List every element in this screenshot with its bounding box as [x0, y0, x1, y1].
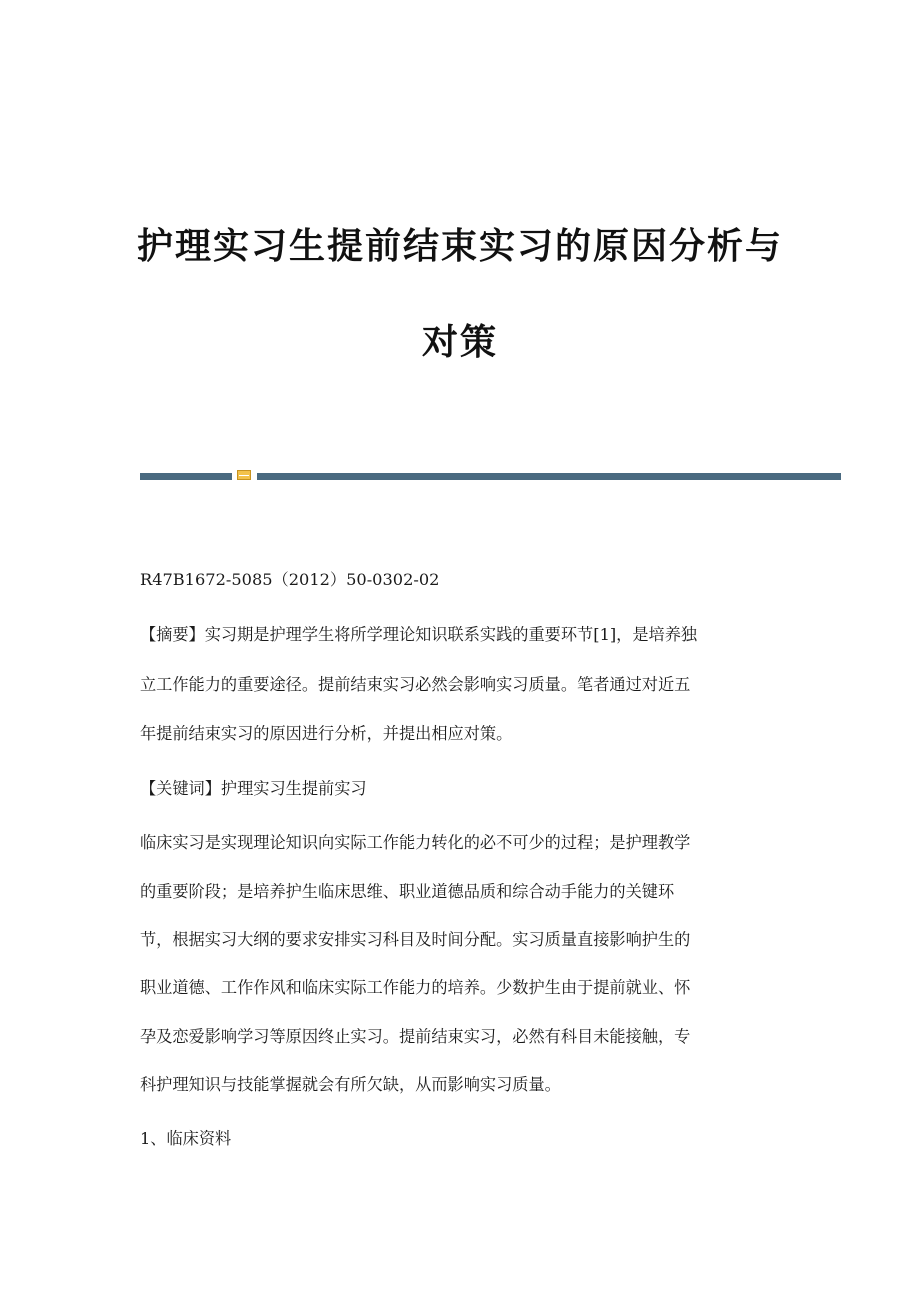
keywords: 【关键词】护理实习生提前实习	[140, 779, 367, 798]
body-line: 科护理知识与技能掌握就会有所欠缺，从而影响实习质量。	[140, 1075, 561, 1094]
document-title-line-2: 对策	[421, 322, 498, 363]
body-line: 的重要阶段；是培养护生临床思维、职业道德品质和综合动手能力的关键环	[140, 882, 675, 901]
divider-bar-right	[257, 473, 841, 480]
body-line: 孕及恋爱影响学习等原因终止实习。提前结束实习，必然有科目未能接触，专	[140, 1027, 691, 1046]
envelope-icon	[237, 470, 251, 480]
abstract-line: 立工作能力的重要途径。提前结束实习必然会影响实习质量。笔者通过对近五	[140, 675, 691, 694]
body-line: 职业道德、工作作风和临床实际工作能力的培养。少数护生由于提前就业、怀	[140, 978, 691, 997]
title-divider	[140, 470, 841, 480]
classification-code: R47B1672-5085（2012）50-0302-02	[140, 570, 440, 589]
divider-bar-left	[140, 473, 232, 480]
abstract-line: 【摘要】实习期是护理学生将所学理论知识联系实践的重要环节[1]，是培养独	[140, 625, 698, 644]
body-line: 节，根据实习大纲的要求安排实习科目及时间分配。实习质量直接影响护生的	[140, 930, 691, 949]
document-title-line-1: 护理实习生提前结束实习的原因分析与	[136, 226, 783, 267]
body-line: 临床实习是实现理论知识向实际工作能力转化的必不可少的过程；是护理教学	[140, 833, 691, 852]
section-heading: 1、临床资料	[140, 1129, 232, 1148]
abstract-line: 年提前结束实习的原因进行分析，并提出相应对策。	[140, 724, 513, 743]
